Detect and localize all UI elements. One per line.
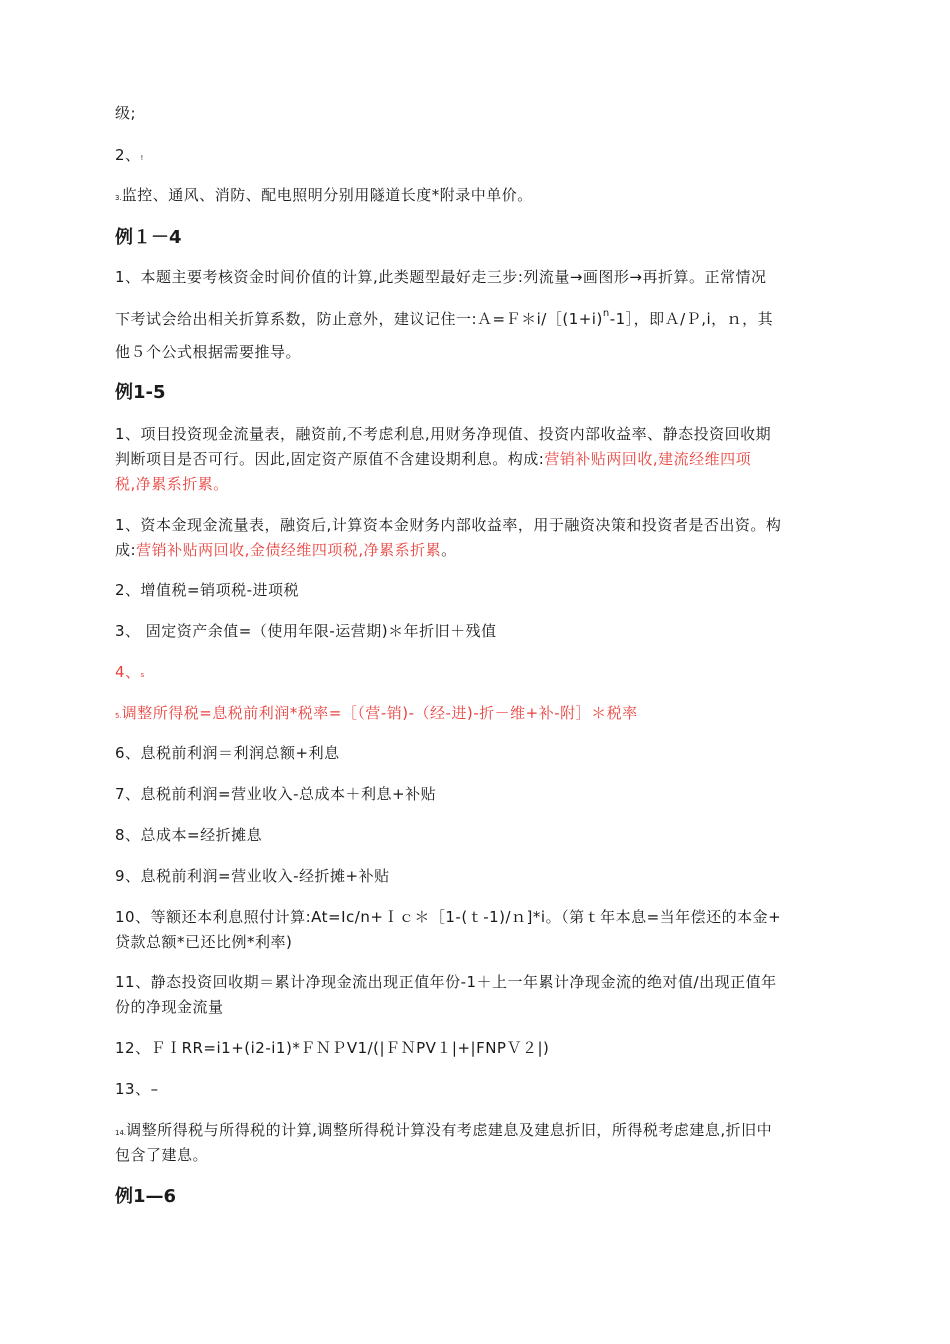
highlight-text: 税,净累系折累。 <box>115 475 229 493</box>
list-item-2 <box>115 145 143 168</box>
list-item-13 <box>115 1079 159 1099</box>
text-line <box>115 540 457 560</box>
list-item-text: 监控、通风、消防、配电照明分别用隧道长度*附录中单价。 <box>121 186 533 204</box>
list-number: 13、 <box>115 1080 151 1098</box>
text-segment: 。 <box>441 541 457 559</box>
text-line: 贷款总额*已还比例*利率) <box>115 933 293 951</box>
text-line: 包含了建息。 <box>115 1146 209 1164</box>
list-item-6: 6、息税前利润＝利润总额+利息 <box>115 744 340 762</box>
section-heading: 例1—6 <box>115 1186 177 1207</box>
text-line: 他５个公式根据需要推导。 <box>115 343 302 361</box>
section-heading: 例１－4 <box>115 227 182 248</box>
list-item-text: ! <box>140 154 144 162</box>
text-segment: 下考试会给出相关折算系数，防止意外，建议记住一:Ａ=Ｆ＊i/［(1+i) <box>115 310 603 328</box>
text-segment: -1］，即Ａ/Ｐ,i，ｎ，其 <box>609 310 774 328</box>
highlight-text: 营销补贴两回收,金债经维四项税,净累系折累 <box>136 541 442 559</box>
superscript: n <box>602 308 610 319</box>
list-item-text: – <box>150 1080 159 1098</box>
text-line <box>115 449 751 469</box>
text-segment: 成: <box>115 541 137 559</box>
list-item-10: 10、等额还本利息照付计算:At=Ic/n+Ｉｃ＊［1-(ｔ-1)/ｎ]*i。（第ｔ年本息=当年偿还的本金+ <box>115 908 782 926</box>
list-item-3: 3、 固定资产余值=（使用年限-运营期)＊年折旧＋残值 <box>115 622 497 640</box>
formula-line <box>115 309 773 332</box>
text-segment: 判断项目是否可行。因此,固定资产原值不含建设期利息。构成: <box>115 450 545 468</box>
list-item-8: 8、总成本=经折摊息 <box>115 826 263 844</box>
text-line: 级; <box>115 104 137 122</box>
list-item-5 <box>115 703 638 726</box>
text-line: 1、资本金现金流量表，融资后,计算资本金财务内部收益率，用于融资决策和投资者是否出资。构 <box>115 516 782 534</box>
list-item-text: 调整所得税=息税前利润*税率=［（营-销)-（经-进)-折－维+补-附］＊税率 <box>121 704 638 722</box>
list-item-text: s <box>140 671 145 679</box>
highlight-text: 营销补贴两回收,建流经维四项 <box>544 450 752 468</box>
list-number: 2、 <box>115 146 141 164</box>
list-item-4 <box>115 662 144 685</box>
list-item-9: 9、息税前利润=营业收入-经折摊+补贴 <box>115 867 390 885</box>
section-heading: 例1-5 <box>115 382 166 403</box>
list-number: 4、 <box>115 663 141 681</box>
list-number: 3. <box>115 194 122 202</box>
text-line: 份的净现金流量 <box>115 998 224 1016</box>
list-item-3 <box>115 185 533 208</box>
list-item-text: 调整所得税与所得税的计算,调整所得税计算没有考虑建息及建息折旧，所得税考虑建息,折旧中 <box>126 1121 773 1139</box>
list-item-7: 7、息税前利润=营业收入-总成本＋利息+补贴 <box>115 785 437 803</box>
text-line: 1、项目投资现金流量表，融资前,不考虑利息,用财务净现值、投资内部收益率、静态投资回收期 <box>115 425 772 443</box>
list-item-11: 11、静态投资回收期＝累计净现金流出现正值年份-1＋上一年累计净现金流的绝对值/出现正值年 <box>115 973 777 991</box>
text-line: 1、本题主要考核资金时间价值的计算,此类题型最好走三步:列流量→画图形→再折算。正常情况 <box>115 268 767 286</box>
list-item-14 <box>115 1120 772 1143</box>
list-number: 14. <box>115 1129 127 1137</box>
list-number: 5. <box>115 712 122 720</box>
list-item-2: 2、增值税=销项税-进项税 <box>115 581 300 599</box>
list-item-12: 12、ＦＩRR=i1+(i2-i1)*ＦＮＰV1/(|ＦＮPV１|+|FNPＶ２|) <box>115 1039 550 1057</box>
